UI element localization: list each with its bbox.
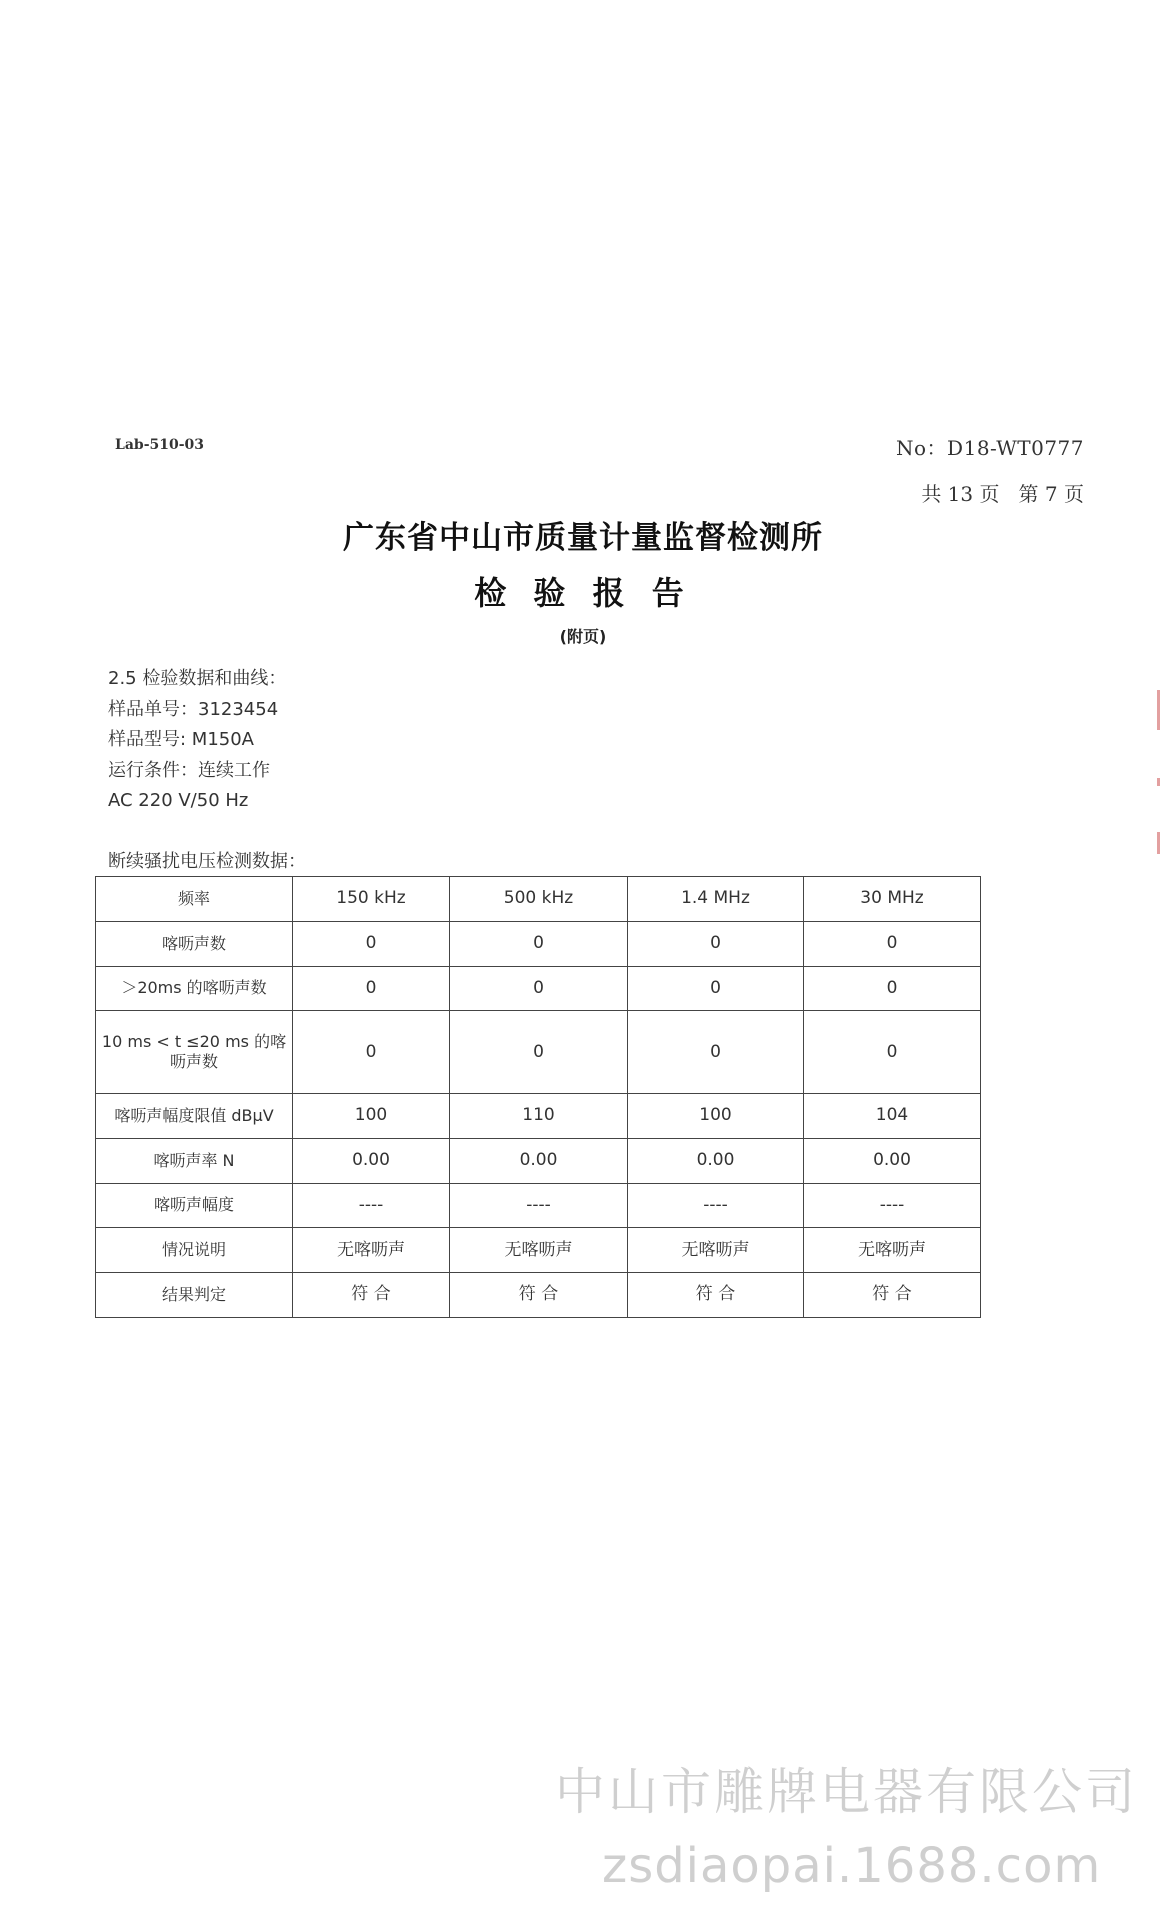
power-spec: AC 220 V/50 Hz [108, 790, 249, 811]
run-condition: 运行条件：连续工作 [108, 759, 270, 781]
table-row [96, 1228, 981, 1273]
table-cell: 0.00 [804, 1138, 981, 1183]
table-cell: 0 [450, 921, 628, 966]
table-row [96, 1011, 981, 1094]
table-cell: 0 [628, 1011, 804, 1094]
table-cell: 100 [293, 1093, 450, 1138]
sample-number: 样品单号：3123454 [108, 698, 279, 720]
row-label: 情况说明 [96, 1228, 293, 1273]
table-cell: 0 [804, 921, 981, 966]
watermark-url: zsdiaopai.1688.com [602, 1838, 1102, 1894]
watermark-company: 中山市雕牌电器有限公司 [555, 1763, 1138, 1821]
row-label: 喀呖声数 [96, 921, 293, 966]
row-label: 10 ms < t ≤20 ms 的喀呖声数 [96, 1011, 293, 1094]
appendix-label: (附页) [559, 627, 607, 646]
table-cell: 100 [628, 1093, 804, 1138]
row-label: 喀呖声率 N [96, 1138, 293, 1183]
table-caption: 断续骚扰电压检测数据： [108, 851, 306, 872]
header-cell: 500 kHz [450, 877, 628, 922]
row-label: 结果判定 [96, 1273, 293, 1318]
table-cell: 符 合 [450, 1273, 628, 1318]
scan-edge-mark [1157, 832, 1160, 854]
section-heading: 2.5 检验数据和曲线： [108, 668, 287, 689]
table-cell: 0 [293, 966, 450, 1011]
row-label: 喀呖声幅度限值 dBμV [96, 1093, 293, 1138]
table-cell: 0 [293, 1011, 450, 1094]
table-cell: 符 合 [804, 1273, 981, 1318]
table-row [96, 921, 981, 966]
table-header-row [96, 877, 981, 922]
report-title: 检 验 报 告 [474, 574, 692, 612]
table-cell: ---- [804, 1183, 981, 1228]
table-cell: 0 [628, 966, 804, 1011]
table-cell: 符 合 [293, 1273, 450, 1318]
table-row [96, 1093, 981, 1138]
scan-edge-mark [1157, 690, 1160, 730]
organization-title: 广东省中山市质量计量监督检测所 [343, 520, 823, 556]
table-cell: ---- [628, 1183, 804, 1228]
table-cell: 0.00 [628, 1138, 804, 1183]
table-cell: 无喀呖声 [450, 1228, 628, 1273]
table-cell: 110 [450, 1093, 628, 1138]
table-cell: 0 [450, 966, 628, 1011]
table-cell: 无喀呖声 [804, 1228, 981, 1273]
table-cell: 0 [804, 966, 981, 1011]
disturbance-data-table [95, 876, 981, 1318]
row-label: ＞20ms 的喀呖声数 [96, 966, 293, 1011]
table-cell: 0 [628, 921, 804, 966]
header-cell: 1.4 MHz [628, 877, 804, 922]
report-number: No：D18-WT0777 [896, 436, 1084, 460]
scan-edge-mark [1157, 778, 1160, 786]
table-cell: 104 [804, 1093, 981, 1138]
table-row [96, 966, 981, 1011]
table-cell: 无喀呖声 [293, 1228, 450, 1273]
table-cell: 0 [804, 1011, 981, 1094]
table-row [96, 1183, 981, 1228]
page-info: 共 13 页 第 7 页 [921, 482, 1084, 506]
table-row [96, 1138, 981, 1183]
sample-info [108, 664, 286, 817]
table-cell: 0 [450, 1011, 628, 1094]
table-cell: ---- [293, 1183, 450, 1228]
row-label: 喀呖声幅度 [96, 1183, 293, 1228]
table-cell: ---- [450, 1183, 628, 1228]
sample-model: 样品型号: M150A [108, 729, 254, 750]
form-code: Lab-510-03 [115, 437, 205, 453]
header-cell: 频率 [96, 877, 293, 922]
table-cell: 0.00 [450, 1138, 628, 1183]
table-cell: 符 合 [628, 1273, 804, 1318]
table-cell: 无喀呖声 [628, 1228, 804, 1273]
table-cell: 0.00 [293, 1138, 450, 1183]
table-cell: 0 [293, 921, 450, 966]
header-cell: 150 kHz [293, 877, 450, 922]
table-row [96, 1273, 981, 1318]
header-cell: 30 MHz [804, 877, 981, 922]
